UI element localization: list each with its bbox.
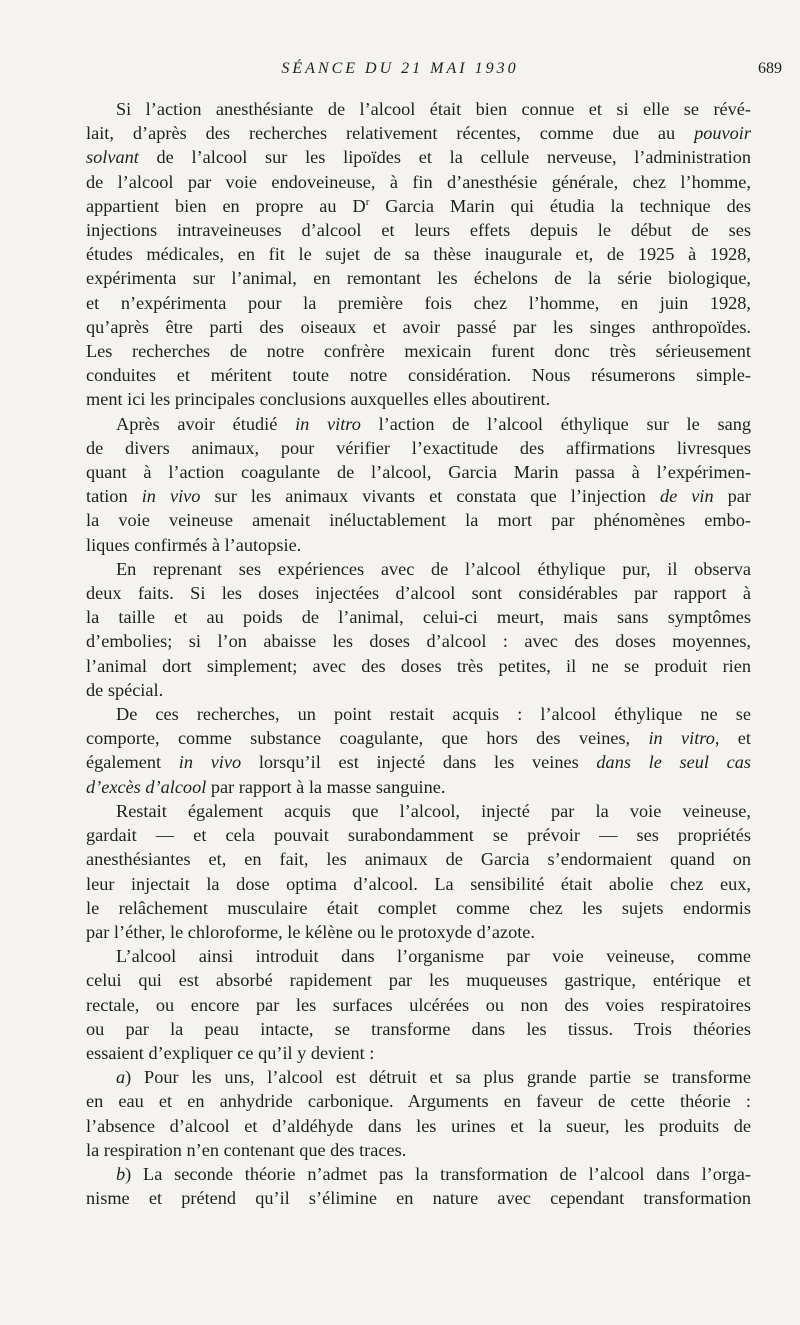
text-span: la taille et au poids de l’animal, celui-ci meurt, mais sans symptômes xyxy=(86,607,751,628)
text-line xyxy=(86,145,751,169)
text-line xyxy=(86,1089,751,1113)
text-line xyxy=(86,533,751,557)
text-span: par xyxy=(713,486,751,507)
running-head: SÉANCE DU 21 MAI 1930 xyxy=(281,60,519,77)
text-span: tation xyxy=(86,486,142,507)
text-span: conduites et méritent toute notre considération. Nous résumerons simple- xyxy=(86,365,751,386)
italic-span: pouvoir xyxy=(694,123,751,144)
text-span: la respiration n’en contenant que des traces. xyxy=(86,1139,407,1160)
text-line xyxy=(86,654,751,678)
text-line xyxy=(86,823,751,847)
text-line xyxy=(86,97,751,121)
text-span: la voie veineuse amenait inéluctablement la mort par phénomènes embo- xyxy=(86,510,751,531)
italic-span: dans le seul cas xyxy=(596,752,751,773)
text-span: celui qui est absorbé rapidement par les muqueuses gastrique, entérique et xyxy=(86,970,751,991)
page-header xyxy=(0,60,800,88)
text-line xyxy=(86,363,751,387)
body-text xyxy=(86,97,751,1210)
italic-span: in vivo xyxy=(178,752,242,773)
text-line xyxy=(86,1065,751,1089)
text-span: essaient d’expliquer ce qu’il y devient : xyxy=(86,1042,375,1063)
text-span: anesthésiantes et, en fait, les animaux de Garcia s’endormaient quand on xyxy=(86,849,751,870)
italic-span: in vitro xyxy=(295,413,361,434)
text-span: qu’après être parti des oiseaux et avoir passé par les singes anthropoïdes. xyxy=(86,316,751,337)
text-line xyxy=(86,799,751,823)
text-line xyxy=(86,726,751,750)
text-span: ment ici les principales conclusions auxquelles elles aboutirent. xyxy=(86,389,551,410)
text-span: et n’expérimenta pour la première fois chez l’homme, en juin 1928, xyxy=(86,292,751,313)
text-span: ) La seconde théorie n’admet pas la transformation de l’alcool dans l’orga- xyxy=(125,1163,751,1184)
text-line xyxy=(86,1114,751,1138)
text-span: injections intraveineuses d’alcool et leurs effets depuis le début de ses xyxy=(86,220,751,241)
text-span: lorsqu’il est injecté dans les veines xyxy=(241,752,597,773)
text-span: expérimenta sur l’animal, en remontant les échelons de la série biologique, xyxy=(86,268,751,289)
text-line xyxy=(86,944,751,968)
text-span: également xyxy=(86,752,179,773)
text-line xyxy=(86,218,751,242)
text-line xyxy=(86,750,751,774)
text-line xyxy=(86,775,751,799)
text-span: l’animal dort simplement; avec des doses très petites, il ne se produit rien xyxy=(86,655,751,676)
text-span: Les recherches de notre confrère mexicain furent donc très sérieusement xyxy=(86,341,751,362)
text-span: d’embolies; si l’on abaisse les doses d’alcool : avec des doses moyennes, xyxy=(86,631,751,652)
text-span: liques confirmés à l’autopsie. xyxy=(86,534,302,555)
text-span: deux faits. Si les doses injectées d’alcool sont considérables par rapport à xyxy=(86,583,751,604)
text-line xyxy=(86,581,751,605)
text-line xyxy=(86,387,751,411)
text-line xyxy=(86,557,751,581)
text-line xyxy=(86,266,751,290)
text-line xyxy=(86,1041,751,1065)
italic-span: de vin xyxy=(659,486,714,507)
text-span: leur injectait la dose optima d’alcool. La sensibilité était abolie chez eux, xyxy=(86,873,751,894)
text-line xyxy=(86,291,751,315)
text-line xyxy=(86,896,751,920)
text-span: de spécial. xyxy=(86,679,164,700)
text-span: nisme et prétend qu’il s’élimine en nature avec cependant transformation xyxy=(86,1188,751,1209)
text-span: ou par la peau intacte, se transforme dans les tissus. Trois théories xyxy=(86,1018,751,1039)
text-line xyxy=(86,315,751,339)
text-span: de l’alcool par voie endoveineuse, à fin d’anesthésie générale, chez l’homme, xyxy=(86,171,751,192)
text-span: sur les animaux vivants et constata que l’injection xyxy=(200,486,660,507)
superscript: r xyxy=(365,195,370,208)
text-line xyxy=(86,460,751,484)
text-line xyxy=(86,1162,751,1186)
text-span: l’absence d’alcool et d’aldéhyde dans les urines et la sueur, les produits de xyxy=(86,1115,751,1136)
text-line xyxy=(86,1138,751,1162)
italic-span: d’excès d’alcool xyxy=(86,776,207,797)
text-span: le relâchement musculaire était complet comme chez les sujets endormis xyxy=(86,897,751,918)
text-span: en eau et en anhydride carbonique. Arguments en faveur de cette théorie : xyxy=(86,1091,751,1112)
italic-span: b xyxy=(116,1163,126,1184)
text-line xyxy=(86,484,751,508)
text-span: En reprenant ses expériences avec de l’alcool éthylique pur, il observa xyxy=(116,558,751,579)
italic-span: in vivo xyxy=(141,486,201,507)
text-span: Garcia Marin qui étudia la technique des xyxy=(369,195,751,216)
text-span: de divers animaux, pour vérifier l’exactitude des affirmations livresques xyxy=(86,437,751,458)
text-line xyxy=(86,847,751,871)
text-line xyxy=(86,629,751,653)
italic-span: a xyxy=(116,1067,126,1088)
text-span: appartient bien en propre au D xyxy=(86,195,366,216)
text-line xyxy=(86,1017,751,1041)
text-line xyxy=(86,920,751,944)
text-span: études médicales, en fit le sujet de sa thèse inaugurale et, de 1925 à 1928, xyxy=(86,244,751,265)
text-span: De ces recherches, un point restait acquis : l’alcool éthylique ne se xyxy=(116,704,751,725)
text-line xyxy=(86,605,751,629)
text-span: rectale, ou encore par les surfaces ulcérées ou non des voies respiratoires xyxy=(86,994,751,1015)
text-line xyxy=(86,412,751,436)
text-line xyxy=(86,702,751,726)
text-line xyxy=(86,968,751,992)
text-span: Restait également acquis que l’alcool, injecté par la voie veineuse, xyxy=(116,800,751,821)
text-span: gardait — et cela pouvait surabondamment se prévoir — ses propriétés xyxy=(86,825,751,846)
text-line xyxy=(86,1186,751,1210)
text-span: , et xyxy=(714,728,751,749)
text-line xyxy=(86,121,751,145)
text-line xyxy=(86,993,751,1017)
text-line xyxy=(86,872,751,896)
text-span: quant à l’action coagulante de l’alcool, Garcia Marin passa à l’expérimen- xyxy=(86,462,751,483)
text-span: ) Pour les uns, l’alcool est détruit et sa plus grande partie se transforme xyxy=(125,1067,751,1088)
text-span: Si l’action anesthésiante de l’alcool était bien connue et si elle se révé- xyxy=(116,99,751,119)
text-line xyxy=(86,678,751,702)
text-line xyxy=(86,508,751,532)
text-line xyxy=(86,242,751,266)
text-span: L’alcool ainsi introduit dans l’organisme par voie veineuse, comme xyxy=(116,946,751,967)
text-span: comporte, comme substance coagulante, que hors des veines, xyxy=(86,728,649,749)
text-span: de l’alcool sur les lipoïdes et la cellule nerveuse, l’administration xyxy=(138,147,751,168)
italic-span: solvant xyxy=(86,147,139,168)
text-span: par rapport à la masse sanguine. xyxy=(206,776,446,797)
text-span: lait, d’après des recherches relativement récentes, comme due au xyxy=(86,123,695,144)
text-line xyxy=(86,170,751,194)
text-line xyxy=(86,194,751,218)
text-span: Après avoir étudié xyxy=(116,413,296,434)
text-span: l’action de l’alcool éthylique sur le sang xyxy=(360,413,751,434)
text-line xyxy=(86,436,751,460)
text-span: par l’éther, le chloroforme, le kélène ou le protoxyde d’azote. xyxy=(86,921,535,942)
page-number: 689 xyxy=(758,60,782,77)
text-line xyxy=(86,339,751,363)
italic-span: in vitro xyxy=(648,728,715,749)
